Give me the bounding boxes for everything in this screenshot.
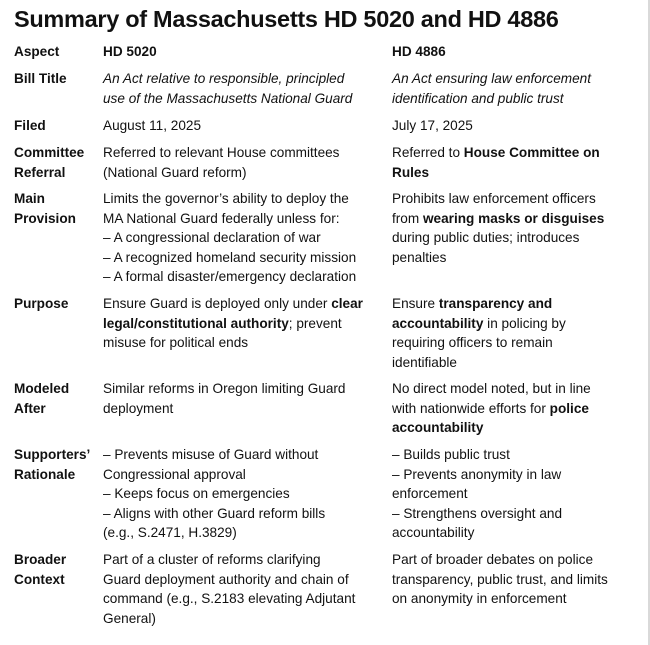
- cell-hd4886: An Act ensuring law enforcement identification and public trust: [392, 71, 591, 106]
- cell-hd5020: Referred to relevant House committees (National Guard reform): [103, 145, 340, 180]
- cell-hd5020: – Prevents misuse of Guard without Congressional approval – Keeps focus on emergencies – Aligns with other Guard reform bills (e.g., S.2471, H.3829): [103, 447, 326, 541]
- header-hd4886: HD 4886: [392, 44, 446, 59]
- row-label: Committee Referral: [14, 145, 85, 180]
- row-label: Modeled After: [14, 381, 70, 416]
- row-label: Broader Context: [14, 552, 67, 587]
- row-label: Filed: [14, 118, 46, 133]
- cell-hd4886: – Builds public trust – Prevents anonymity in law enforcement – Strengthens oversight and accountability: [392, 447, 563, 541]
- row-label: Bill Title: [14, 71, 67, 86]
- cell-hd4886: No direct model noted, but in line with nationwide efforts for police accountability: [392, 381, 591, 436]
- cell-hd5020: Limits the governor’s ability to deploy the MA National Guard federally unless for: – A congressional declaration of war – A recognized homeland security mission – A formal disaster/emergency declaration: [103, 191, 357, 285]
- cell-hd5020: An Act relative to responsible, principled use of the Massachusetts National Guard: [103, 71, 353, 106]
- cell-hd4886: July 17, 2025: [392, 118, 473, 133]
- cell-hd4886: Ensure transparency and accountability in policing by requiring officers to remain identifiable: [392, 296, 566, 370]
- cell-hd4886: Referred to House Committee on Rules: [392, 145, 600, 180]
- row-label: Main Provision: [14, 191, 76, 226]
- cell-hd4886: Prohibits law enforcement officers from wearing masks or disguises during public duties; introduces penalties: [392, 191, 605, 265]
- page-title: Summary of Massachusetts HD 5020 and HD 4886: [14, 6, 559, 32]
- header-hd5020: HD 5020: [103, 44, 157, 59]
- cell-hd5020: Similar reforms in Oregon limiting Guard deployment: [103, 381, 346, 416]
- cell-hd5020: Ensure Guard is deployed only under clear legal/constitutional authority; prevent misuse for political ends: [103, 296, 363, 351]
- cell-hd5020: Part of a cluster of reforms clarifying Guard deployment authority and chain of command (e.g., S.2183 elevating Adjutant General): [103, 552, 356, 626]
- row-label: Purpose: [14, 296, 69, 311]
- row-label: Supporters’ Rationale: [14, 447, 91, 482]
- header-aspect: Aspect: [14, 44, 60, 59]
- cell-hd5020: August 11, 2025: [103, 118, 202, 133]
- cell-hd4886: Part of broader debates on police transparency, public trust, and limits on anonymity in enforcement: [392, 552, 608, 607]
